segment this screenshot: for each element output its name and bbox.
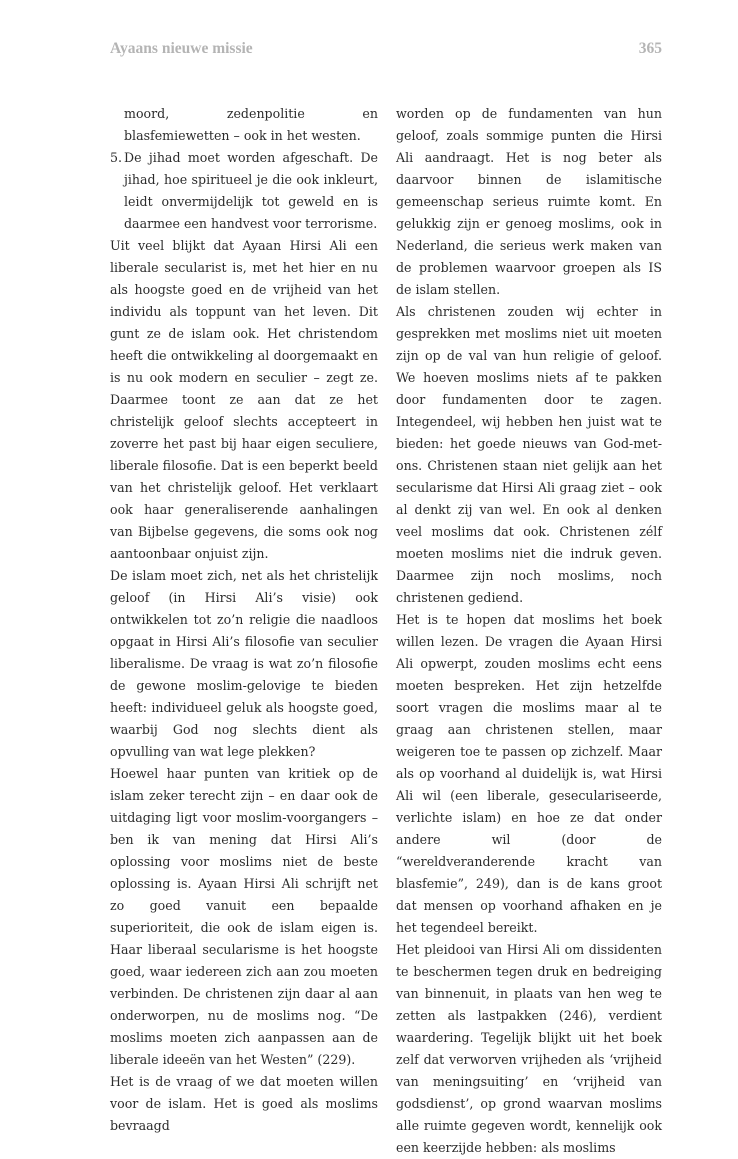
- paragraph: De islam moet zich, net als het christelijk geloof (in Hirsi Ali’s visie) ook ontwikkelen tot zo’n religie die naadloos opgaat in Hirsi Ali’s filosofie van seculier liberalisme. De vraag is wat zo’n filosofie de gewone moslim-gelovige te bieden heeft: individueel geluk als hoogste goed, waarbij God nog slechts dient als opvulling van wat lege plekken?: [110, 568, 378, 759]
- paragraph: Het is te hopen dat moslims het boek willen lezen. De vragen die Ayaan Hirsi Ali opwerpt, zouden moslims echt eens moeten bespreken. Het zijn hetzelfde soort vragen die moslims maar al te graag aan christenen stellen, maar weigeren toe te passen op zichzelf. Maar als op voorhand al duidelijk is, wat Hirsi Ali wil (een liberale, geseculariseerde, verlichte islam) en hoe ze dat onder andere wil (door de “wereldveranderende kracht van blasfemie”, 249), dan is de kans groot dat mensen op voorhand afhaken en je het tegendeel bereikt.: [396, 612, 662, 935]
- paragraph: Het pleidooi van Hirsi Ali om dissidenten te beschermen tegen druk en bedreiging van binnenuit, in plaats van hen weg te zetten als lastpakken (246), verdient waardering. Tegelijk blijkt uit het boek zelf dat verworven vrijheden als ‘vrijheid van meningsuiting’ en ‘vrijheid van godsdienst’, op grond waarvan moslims alle ruimte gegeven wordt, kennelijk ook een keerzijde hebben: als moslims: [396, 942, 662, 1155]
- list-item-5: [110, 147, 378, 235]
- list-item-continuation: moord, zedenpolitie en blasfemiewetten – ook in het westen.: [124, 106, 378, 143]
- paragraph: Het is de vraag of we dat moeten willen voor de islam. Het is goed als moslims bevraagd: [110, 1074, 378, 1133]
- list-item-text: De jihad moet worden afgeschaft. De jihad, hoe spiritueel je die ook inkleurt, leidt onvermijdelijk tot geweld en is daarmee een handvest voor terrorisme.: [124, 150, 378, 231]
- right-column: [396, 103, 662, 1159]
- paragraph: worden op de fundamenten van hun geloof, zoals sommige punten die Hirsi Ali aandraagt. Het is nog beter als daarvoor binnen de islamitische gemeenschap serieus ruimte komt. En gelukkig zijn er genoeg moslims, ook in Nederland, die serieus werk maken van de problemen waarvoor groepen als IS de islam stellen.: [396, 106, 662, 297]
- paragraph: Hoewel haar punten van kritiek op de islam zeker terecht zijn – en daar ook de uitdaging ligt voor moslim-voorgangers – ben ik van mening dat Hirsi Ali’s oplossing voor moslims niet de beste oplossing is. Ayaan Hirsi Ali schrijft net zo goed vanuit een bepaalde superioriteit, die ook de islam eigen is. Haar liberaal secularisme is het hoogste goed, waar iedereen zich aan zou moeten verbinden. De christenen zijn daar al aan onderworpen, nu de moslims nog. “De moslims moeten zich aanpassen aan de liberale ideeën van het Westen” (229).: [110, 766, 378, 1067]
- list-item-number: 5.: [110, 150, 123, 165]
- running-title: Ayaans nieuwe missie: [110, 40, 253, 57]
- paragraph: Uit veel blijkt dat Ayaan Hirsi Ali een liberale secularist is, met het hier en nu als hoogste goed en de vrijheid van het individu als toppunt van het leven. Dit gunt ze de islam ook. Het christendom heeft die ontwikkeling al doorgemaakt en is nu ook modern en seculier – zegt ze. Daarmee toont ze aan dat ze het christelijk geloof slechts accepteert in zoverre het past bij haar eigen seculiere, liberale filosofie. Dat is een beperkt beeld van het christelijk geloof. Het verklaart ook haar generaliserende aanhalingen van Bijbelse gegevens, die soms ook nog aantoonbaar onjuist zijn.: [110, 238, 378, 561]
- paragraph: Als christenen zouden wij echter in gesprekken met moslims niet uit moeten zijn op de val van hun religie of geloof. We hoeven moslims niets af te pakken door fundamenten door te zagen. Integendeel, wij hebben hen juist wat te bieden: het goede nieuws van God-met-ons. Christenen staan niet gelijk aan het secularisme dat Hirsi Ali graag ziet – ook al denkt zij van wel. En ook al denken veel moslims dat ook. Christenen zélf moeten moslims niet die indruk geven. Daarmee zijn noch moslims, noch christenen gediend.: [396, 304, 662, 605]
- running-header: [110, 40, 662, 64]
- page-number: 365: [638, 40, 662, 57]
- left-column: [110, 103, 378, 1137]
